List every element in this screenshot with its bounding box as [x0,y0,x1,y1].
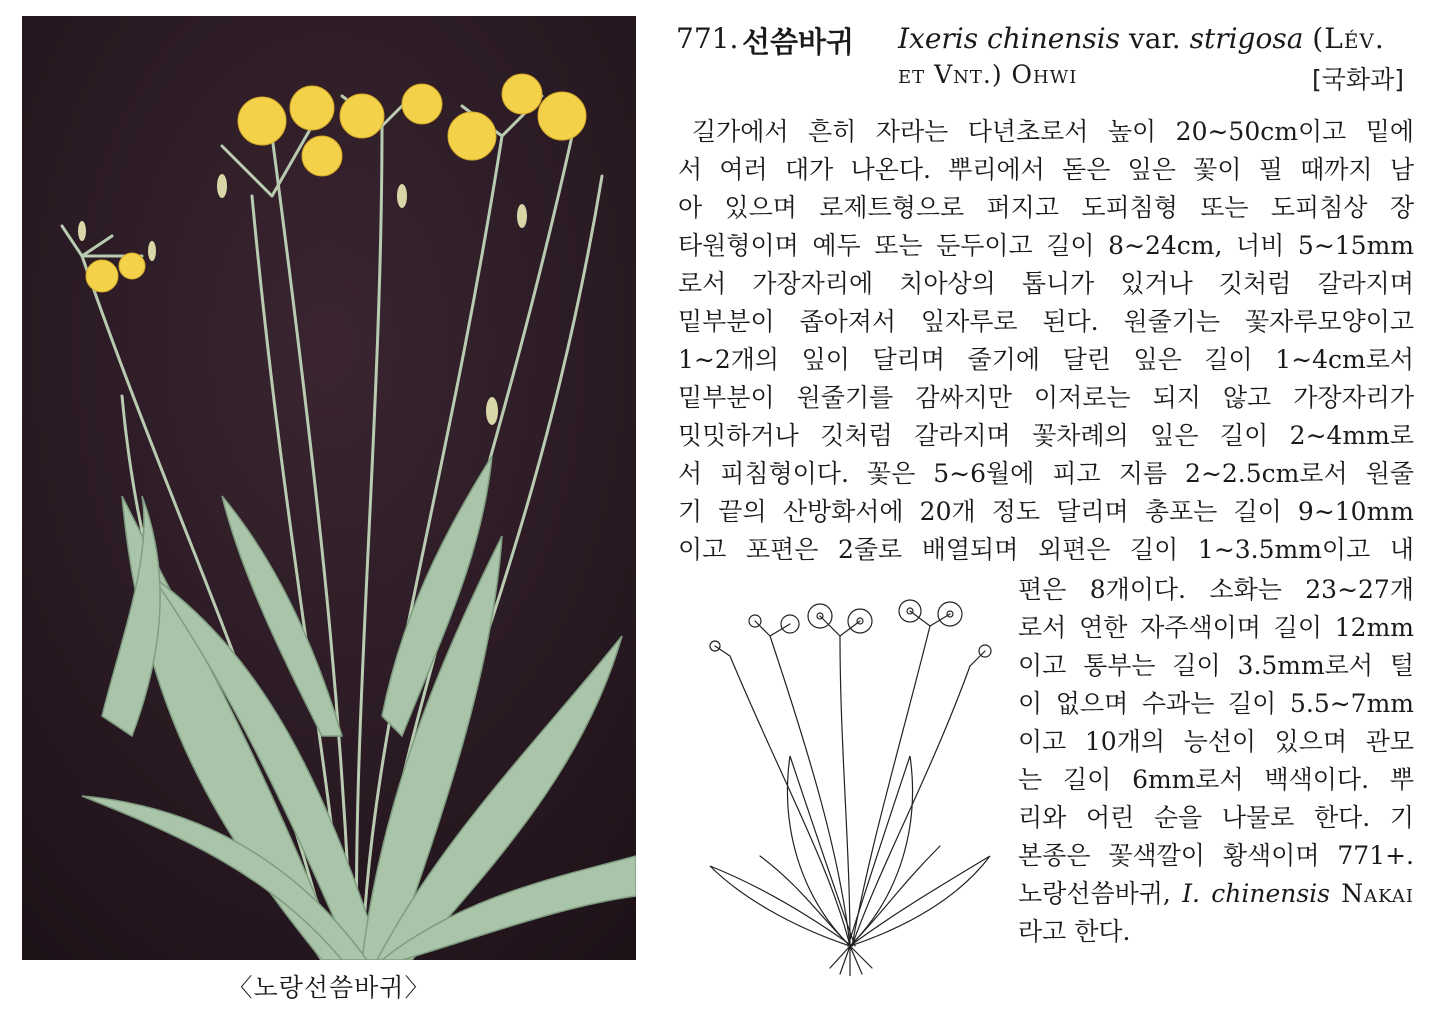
body-line: 밑부분이 원줄기를 감싸지만 이저로는 되지 않고 가장자리가 [678,383,1414,412]
author-continued: et Vnt.) Ohwi [898,60,1078,89]
body-line: 편은 8개이다. 소화는 23∼27개 [1018,575,1414,604]
plant-line-drawing [700,596,1000,976]
author-open: (Lév. [1312,22,1385,55]
plant-drawing-image [700,596,1000,976]
body-line: 리와 어린 순을 나물로 한다. 기 [1018,803,1414,832]
reference-line [1018,878,1414,910]
body-line: 밋밋하거나 깃처럼 갈라지며 꽃차례의 잎은 길이 2∼4mm로 [678,421,1414,450]
body-line: 는 길이 6mm로서 백색이다. 뿌 [1018,765,1414,794]
reference-korean-name: 노랑선씀바귀, [1018,879,1171,908]
photo-caption: 〈노랑선씀바귀〉 [227,973,431,1002]
body-line: 타원형이며 예두 또는 둔두이고 길이 8∼24cm, 너비 5∼15mm [678,231,1414,260]
body-line: 본종은 꽃색깔이 황색이며 771+. [1018,841,1414,870]
body-line: 1∼2개의 잎이 달리며 줄기에 달린 잎은 길이 1∼4cm로서 [678,345,1414,374]
body-line: 이고 포편은 2줄로 배열되며 외편은 길이 1∼3.5mm이고 내 [678,535,1414,564]
body-line: 로서 가장자리에 치아상의 톱니가 있거나 깃처럼 갈라지며 [678,269,1414,298]
reference-author: Nakai [1341,879,1414,908]
body-line: 이고 10개의 능선이 있으며 관모 [1018,727,1414,756]
body-line: 밑부분이 좁아져서 잎자루로 된다. 원줄기는 꽃자루모양이고 [678,307,1414,336]
family-name: [국화과] [1312,65,1404,94]
body-line: 아 있으며 로제트형으로 퍼지고 도피침형 또는 도피침상 장 [678,193,1414,222]
variety-name: strigosa [1189,22,1304,55]
body-line: 기 끝의 산방화서에 20개 정도 달리며 총포는 길이 9∼10mm [678,497,1414,526]
species-korean-name: 선씀바귀 [742,25,855,59]
body-line: 로서 연한 자주색이며 길이 12mm [1018,613,1414,642]
body-line: 길가에서 흔히 자라는 다년초로서 높이 20∼50cm이고 밑에 [692,117,1414,146]
plant-photo-image [22,16,636,960]
body-line: 이고 통부는 길이 3.5mm로서 털 [1018,651,1414,680]
body-line-final: 라고 한다. [1018,917,1131,946]
body-line: 이 없으며 수과는 길이 5.5∼7mm [1018,689,1414,718]
plant-photo [22,16,636,960]
species-heading [676,14,1416,94]
species-number: 771. [676,22,739,55]
body-line: 서 여러 대가 나온다. 뿌리에서 돋은 잎은 꽃이 필 때까지 남 [678,155,1414,184]
var-marker: var. [1128,22,1181,55]
reference-scientific-name: I. chinensis [1182,879,1330,908]
species-scientific-name [898,22,1385,55]
body-line: 서 피침형이다. 꽃은 5∼6월에 피고 지름 2∼2.5cm로서 원줄 [678,459,1414,488]
genus-species: Ixeris chinensis [898,22,1121,55]
